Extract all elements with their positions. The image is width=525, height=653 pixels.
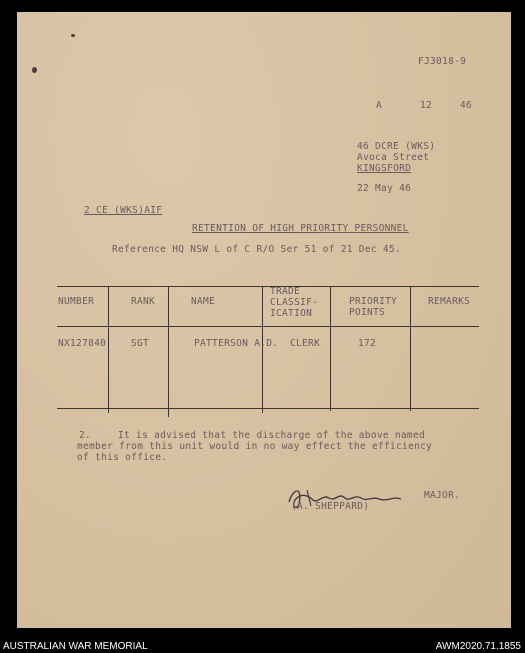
cell-name: PATTERSON A.D. bbox=[194, 338, 279, 349]
table-col-divider bbox=[262, 287, 263, 413]
header-points: POINTS bbox=[349, 307, 386, 318]
paragraph-line-3: of this office. bbox=[77, 452, 168, 463]
table-col-divider bbox=[410, 287, 411, 411]
signatory-rank: MAJOR. bbox=[424, 490, 461, 501]
paragraph-number: 2. bbox=[79, 430, 92, 441]
paragraph-line-1: It is advised that the discharge of the above named bbox=[118, 430, 425, 441]
letter-date: 22 May 46 bbox=[357, 183, 412, 194]
header-priority: PRIORITY bbox=[349, 296, 398, 307]
ref-prefix: A bbox=[376, 100, 383, 111]
table-col-divider bbox=[330, 287, 331, 411]
header-ication: ICATION bbox=[270, 308, 313, 319]
ref-number: 12 bbox=[420, 100, 433, 111]
addressee: 2 CE (WKS)AIF bbox=[84, 205, 163, 216]
file-reference: FJ3018-9 bbox=[418, 56, 467, 67]
punch-mark bbox=[71, 34, 75, 37]
punch-mark bbox=[32, 67, 37, 73]
header-classif: CLASSIF- bbox=[270, 297, 319, 308]
cell-points: 172 bbox=[358, 338, 377, 349]
header-name: NAME bbox=[191, 296, 216, 307]
signatory-name: (A. SHEPPARD) bbox=[291, 501, 370, 512]
table-header-rule bbox=[57, 326, 479, 327]
address-town: KINGSFORD bbox=[357, 163, 412, 174]
address-street: Avoca Street bbox=[357, 152, 430, 163]
subject-heading: RETENTION OF HIGH PRIORITY PERSONNEL bbox=[192, 223, 409, 234]
footer-institution: AUSTRALIAN WAR MEMORIAL bbox=[3, 641, 148, 652]
document-page bbox=[17, 12, 511, 628]
header-number: NUMBER bbox=[58, 296, 95, 307]
reference-line: Reference HQ NSW L of C R/O Ser 51 of 21 Dec 45. bbox=[112, 244, 401, 255]
cell-number: NX127840 bbox=[58, 338, 107, 349]
address-unit: 46 DCRE (WKS) bbox=[357, 141, 436, 152]
ref-year: 46 bbox=[460, 100, 473, 111]
cell-rank: SGT bbox=[131, 338, 150, 349]
paragraph-line-2: member from this unit would in no way effect the efficiency bbox=[77, 441, 433, 452]
footer-accession: AWM2020.71.1855 bbox=[435, 641, 521, 652]
header-trade: TRADE bbox=[270, 286, 301, 297]
header-remarks: REMARKS bbox=[428, 296, 471, 307]
cell-trade: CLERK bbox=[290, 338, 321, 349]
table-col-divider bbox=[168, 287, 169, 417]
table-col-divider bbox=[108, 287, 109, 413]
table-bottom-rule bbox=[57, 408, 479, 409]
header-rank: RANK bbox=[131, 296, 156, 307]
table-top-rule bbox=[57, 286, 479, 287]
